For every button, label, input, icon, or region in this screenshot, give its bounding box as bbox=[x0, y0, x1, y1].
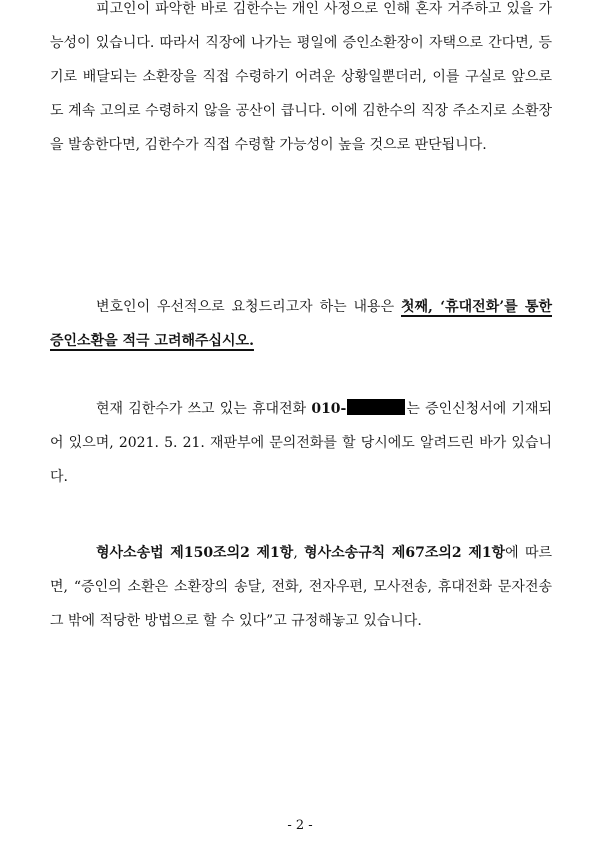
paragraph-residence bbox=[50, 0, 552, 162]
redaction-box bbox=[347, 399, 405, 415]
law-citation-2: 형사소송규칙 제67조의2 제1항 bbox=[304, 545, 506, 561]
phone-intro-text: 현재 김한수가 쓰고 있는 휴대전화 bbox=[96, 401, 312, 417]
law-separator: , bbox=[293, 545, 305, 561]
request-emphasis-text: 첫째, ‘휴대전화’를 통한 증인소환을 적극 고려해주십시오. bbox=[50, 299, 552, 349]
phone-suffix-text: 는 증인신청서에 기재되어 있으며, 2021. 5. 21. 재판부에 문의전화를 할 당시에도 알려드린 바가 있습니다. bbox=[50, 401, 553, 485]
paragraph-residence-text: 피고인이 파악한 바로 김한수는 개인 사정으로 인해 혼자 거주하고 있을 가능성이 있습니다. 따라서 직장에 나가는 평일에 증인소환장이 자택으로 간다면, 등기로 배달되는 소환장을 직접 수령하기 어려운 상황일뿐더러, 이를 구실로 앞으로도 계속 고의로 수령하지 않을 공산이 큽니다. 이에 김한수의 직장 주소지로 소환장을 발송한다면, 김한수가 직접 수령할 가능성이 높을 것으로 판단됩니다. bbox=[50, 1, 552, 153]
phone-number-prefix: 010- bbox=[311, 401, 347, 417]
paragraph-request bbox=[50, 290, 552, 358]
law-citation-1: 형사소송법 제150조의2 제1항 bbox=[96, 545, 294, 561]
law-body-text: 에 따르면, “증인의 소환은 소환장의 송달, 전화, 전자우편, 모사전송, 휴대전화 문자전송 그 밖에 적당한 방법으로 할 수 있다”고 규정해놓고 있습니다. bbox=[50, 545, 552, 629]
page-number: - 2 - bbox=[287, 818, 313, 833]
paragraph-phone bbox=[50, 392, 552, 494]
paragraph-law bbox=[50, 536, 552, 638]
request-intro-text: 변호인이 우선적으로 요청드리고자 하는 내용은 bbox=[96, 299, 401, 315]
